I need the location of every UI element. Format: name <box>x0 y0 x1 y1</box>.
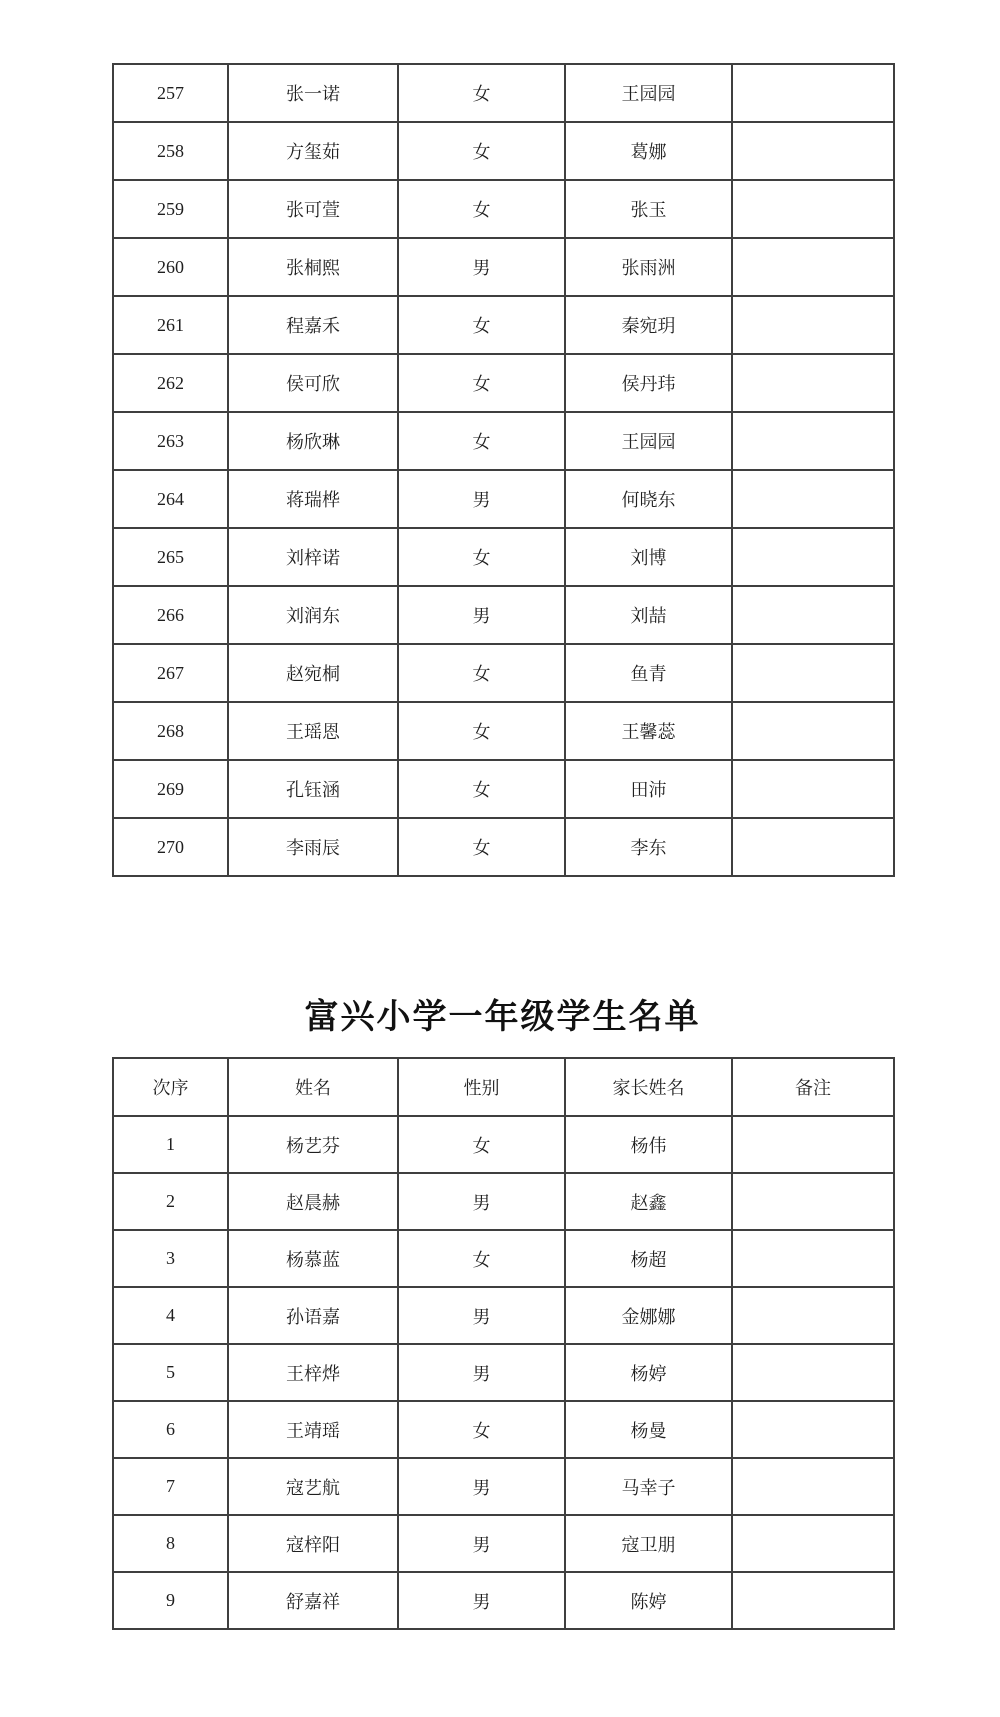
parent-name-cell: 赵鑫 <box>565 1173 732 1230</box>
gender-cell: 男 <box>398 238 565 296</box>
table-row <box>113 64 894 122</box>
note-cell <box>732 528 894 586</box>
table-row <box>113 180 894 238</box>
index-cell: 7 <box>113 1458 228 1515</box>
name-cell: 刘梓诺 <box>228 528 398 586</box>
lower-student-table <box>112 1057 895 1630</box>
parent-name-cell: 侯丹玮 <box>565 354 732 412</box>
parent-name-cell: 刘博 <box>565 528 732 586</box>
table-row <box>113 470 894 528</box>
header-note: 备注 <box>732 1058 894 1116</box>
name-cell: 寇梓阳 <box>228 1515 398 1572</box>
name-cell: 张可萱 <box>228 180 398 238</box>
note-cell <box>732 122 894 180</box>
parent-name-cell: 寇卫朋 <box>565 1515 732 1572</box>
table-row <box>113 1173 894 1230</box>
upper-student-table <box>112 63 895 877</box>
gender-cell: 女 <box>398 296 565 354</box>
parent-name-cell: 秦宛玥 <box>565 296 732 354</box>
note-cell <box>732 1401 894 1458</box>
name-cell: 孙语嘉 <box>228 1287 398 1344</box>
index-cell: 6 <box>113 1401 228 1458</box>
note-cell <box>732 238 894 296</box>
table-row <box>113 644 894 702</box>
gender-cell: 女 <box>398 122 565 180</box>
parent-name-cell: 金娜娜 <box>565 1287 732 1344</box>
index-cell: 3 <box>113 1230 228 1287</box>
parent-name-cell: 李东 <box>565 818 732 876</box>
name-cell: 杨艺芬 <box>228 1116 398 1173</box>
gender-cell: 男 <box>398 1173 565 1230</box>
index-cell: 5 <box>113 1344 228 1401</box>
name-cell: 杨欣琳 <box>228 412 398 470</box>
parent-name-cell: 张雨洲 <box>565 238 732 296</box>
index-cell: 260 <box>113 238 228 296</box>
parent-name-cell: 杨曼 <box>565 1401 732 1458</box>
gender-cell: 女 <box>398 1401 565 1458</box>
table-header-row <box>113 1058 894 1116</box>
gender-cell: 女 <box>398 528 565 586</box>
name-cell: 杨慕蓝 <box>228 1230 398 1287</box>
index-cell: 8 <box>113 1515 228 1572</box>
gender-cell: 女 <box>398 412 565 470</box>
index-cell: 258 <box>113 122 228 180</box>
table-row <box>113 238 894 296</box>
gender-cell: 女 <box>398 354 565 412</box>
parent-name-cell: 葛娜 <box>565 122 732 180</box>
note-cell <box>732 1116 894 1173</box>
gender-cell: 女 <box>398 818 565 876</box>
name-cell: 侯可欣 <box>228 354 398 412</box>
name-cell: 舒嘉祥 <box>228 1572 398 1629</box>
gender-cell: 女 <box>398 702 565 760</box>
name-cell: 张桐熙 <box>228 238 398 296</box>
name-cell: 王瑶恩 <box>228 702 398 760</box>
parent-name-cell: 杨伟 <box>565 1116 732 1173</box>
note-cell <box>732 412 894 470</box>
index-cell: 259 <box>113 180 228 238</box>
note-cell <box>732 702 894 760</box>
note-cell <box>732 1230 894 1287</box>
gender-cell: 女 <box>398 64 565 122</box>
parent-name-cell: 刘喆 <box>565 586 732 644</box>
note-cell <box>732 1458 894 1515</box>
table-row <box>113 1344 894 1401</box>
note-cell <box>732 586 894 644</box>
index-cell: 267 <box>113 644 228 702</box>
parent-name-cell: 杨超 <box>565 1230 732 1287</box>
name-cell: 赵宛桐 <box>228 644 398 702</box>
parent-name-cell: 杨婷 <box>565 1344 732 1401</box>
table-row <box>113 1458 894 1515</box>
gender-cell: 男 <box>398 586 565 644</box>
parent-name-cell: 王园园 <box>565 64 732 122</box>
parent-name-cell: 陈婷 <box>565 1572 732 1629</box>
name-cell: 王梓烨 <box>228 1344 398 1401</box>
gender-cell: 男 <box>398 1287 565 1344</box>
name-cell: 孔钰涵 <box>228 760 398 818</box>
index-cell: 265 <box>113 528 228 586</box>
table-row <box>113 760 894 818</box>
index-cell: 9 <box>113 1572 228 1629</box>
gender-cell: 女 <box>398 760 565 818</box>
gender-cell: 男 <box>398 1572 565 1629</box>
table-row <box>113 818 894 876</box>
page-title: 富兴小学一年级学生名单 <box>304 999 701 1036</box>
gender-cell: 男 <box>398 470 565 528</box>
note-cell <box>732 470 894 528</box>
index-cell: 269 <box>113 760 228 818</box>
gender-cell: 女 <box>398 1116 565 1173</box>
index-cell: 2 <box>113 1173 228 1230</box>
index-cell: 263 <box>113 412 228 470</box>
parent-name-cell: 王园园 <box>565 412 732 470</box>
header-index: 次序 <box>113 1058 228 1116</box>
note-cell <box>732 1515 894 1572</box>
gender-cell: 男 <box>398 1515 565 1572</box>
note-cell <box>732 760 894 818</box>
table-row <box>113 354 894 412</box>
table-row <box>113 412 894 470</box>
name-cell: 方玺茹 <box>228 122 398 180</box>
index-cell: 266 <box>113 586 228 644</box>
header-parent-name: 家长姓名 <box>565 1058 732 1116</box>
table-row <box>113 296 894 354</box>
index-cell: 270 <box>113 818 228 876</box>
note-cell <box>732 180 894 238</box>
parent-name-cell: 鱼青 <box>565 644 732 702</box>
note-cell <box>732 1344 894 1401</box>
index-cell: 4 <box>113 1287 228 1344</box>
parent-name-cell: 田沛 <box>565 760 732 818</box>
name-cell: 刘润东 <box>228 586 398 644</box>
table-row <box>113 702 894 760</box>
index-cell: 261 <box>113 296 228 354</box>
gender-cell: 女 <box>398 644 565 702</box>
table-row <box>113 1401 894 1458</box>
gender-cell: 女 <box>398 1230 565 1287</box>
header-name: 姓名 <box>228 1058 398 1116</box>
gender-cell: 男 <box>398 1344 565 1401</box>
note-cell <box>732 296 894 354</box>
note-cell <box>732 64 894 122</box>
upper-table-body <box>113 64 894 876</box>
note-cell <box>732 1287 894 1344</box>
parent-name-cell: 马幸子 <box>565 1458 732 1515</box>
index-cell: 257 <box>113 64 228 122</box>
gender-cell: 女 <box>398 180 565 238</box>
name-cell: 程嘉禾 <box>228 296 398 354</box>
index-cell: 262 <box>113 354 228 412</box>
name-cell: 王靖瑶 <box>228 1401 398 1458</box>
name-cell: 蒋瑞桦 <box>228 470 398 528</box>
table-row <box>113 1515 894 1572</box>
index-cell: 268 <box>113 702 228 760</box>
note-cell <box>732 1572 894 1629</box>
name-cell: 寇艺航 <box>228 1458 398 1515</box>
name-cell: 赵晨赫 <box>228 1173 398 1230</box>
table-row <box>113 1572 894 1629</box>
table-row <box>113 1287 894 1344</box>
note-cell <box>732 1173 894 1230</box>
parent-name-cell: 张玉 <box>565 180 732 238</box>
parent-name-cell: 何晓东 <box>565 470 732 528</box>
header-gender: 性别 <box>398 1058 565 1116</box>
name-cell: 李雨辰 <box>228 818 398 876</box>
index-cell: 1 <box>113 1116 228 1173</box>
note-cell <box>732 644 894 702</box>
gender-cell: 男 <box>398 1458 565 1515</box>
table-row <box>113 122 894 180</box>
lower-table-body <box>113 1116 894 1629</box>
note-cell <box>732 354 894 412</box>
table-row <box>113 1230 894 1287</box>
parent-name-cell: 王馨蕊 <box>565 702 732 760</box>
index-cell: 264 <box>113 470 228 528</box>
name-cell: 张一诺 <box>228 64 398 122</box>
table-row <box>113 528 894 586</box>
note-cell <box>732 818 894 876</box>
table-row <box>113 586 894 644</box>
table-row <box>113 1116 894 1173</box>
